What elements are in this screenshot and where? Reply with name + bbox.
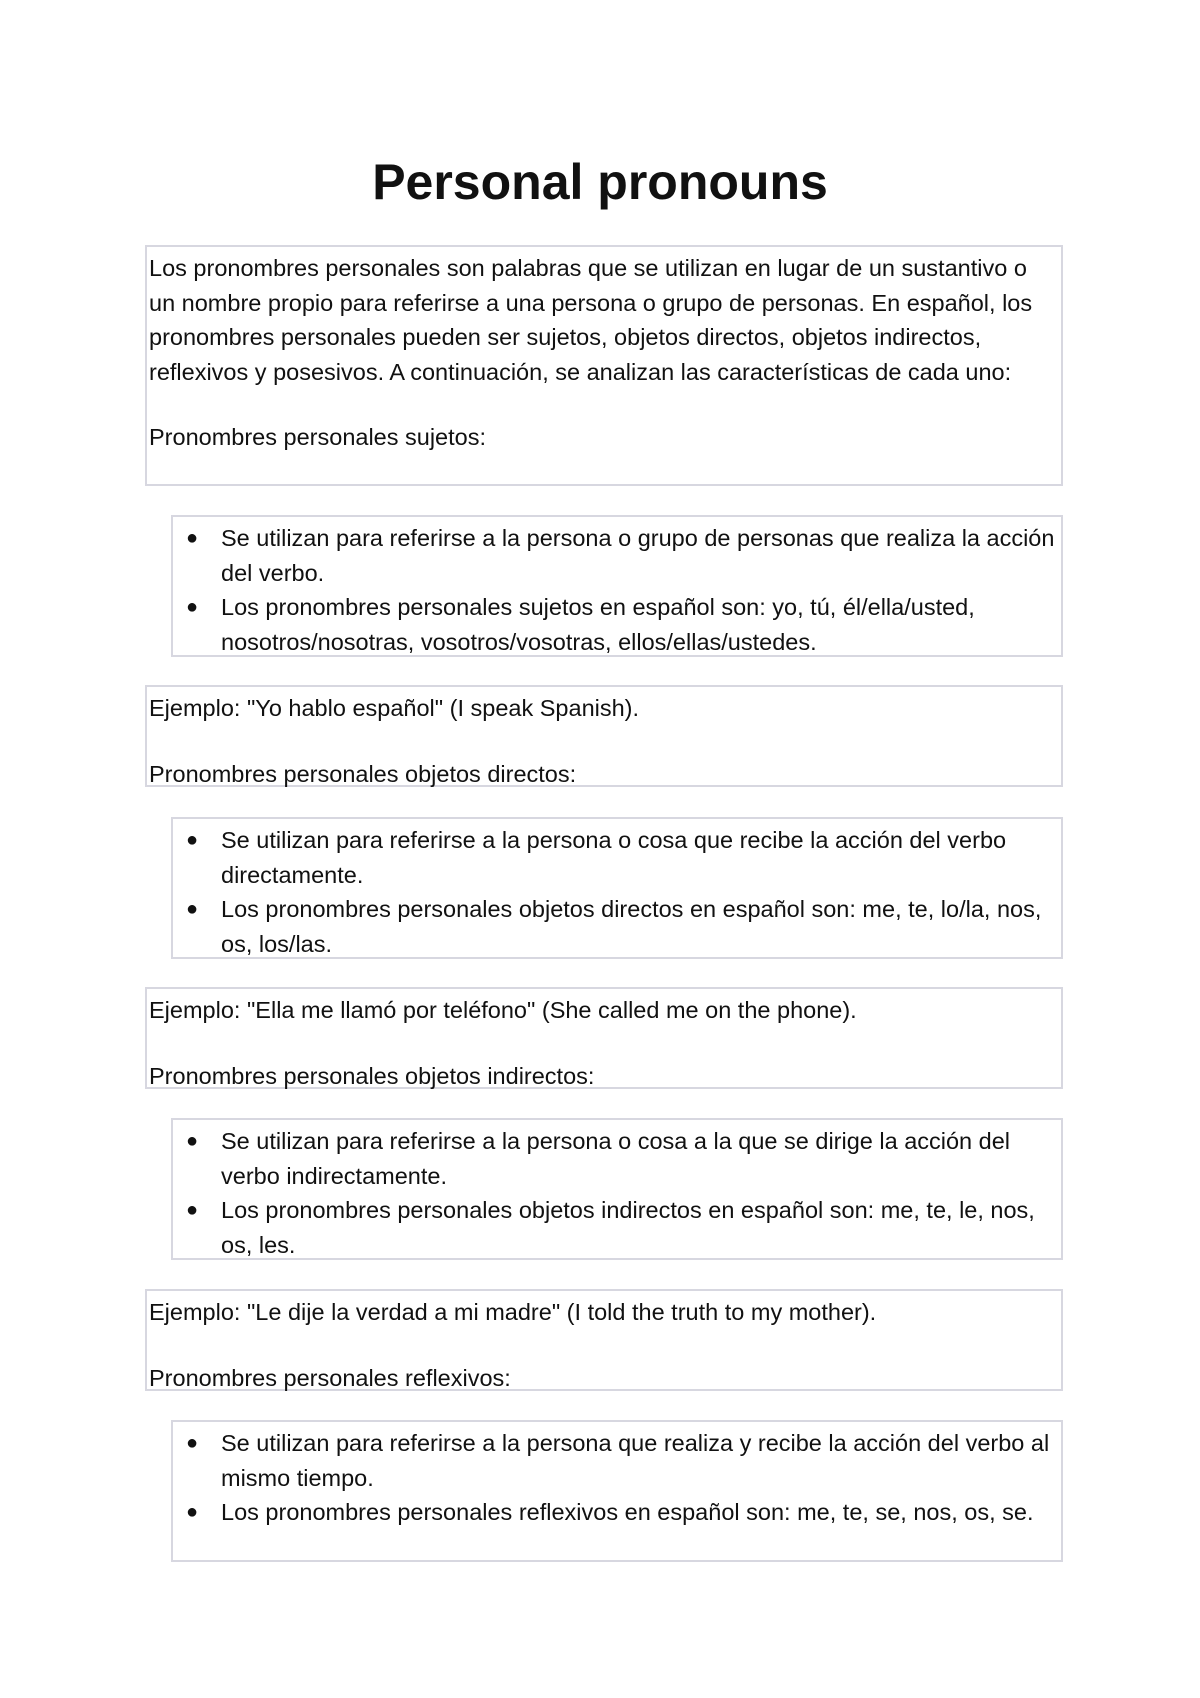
- list-item-text: Se utilizan para referirse a la persona que realiza y recibe la acción del verbo al mismo tiempo.: [221, 1430, 1050, 1491]
- reflexives-list-box: [171, 1420, 1063, 1562]
- example-box-indirect-objects: [145, 1289, 1063, 1391]
- direct-objects-list: [173, 823, 1057, 961]
- bullet-icon: ●: [186, 1501, 199, 1523]
- list-item: [173, 590, 1057, 659]
- list-item-text: Se utilizan para referirse a la persona o grupo de personas que realiza la acción del verbo.: [221, 525, 1055, 586]
- list-item: [173, 1495, 1057, 1530]
- reflexives-list: [173, 1426, 1057, 1530]
- list-item-text: Los pronombres personales reflexivos en español son: me, te, se, nos, os, se.: [221, 1499, 1034, 1525]
- page-title: Personal pronouns: [372, 154, 828, 210]
- direct-objects-list-box: [171, 817, 1063, 959]
- subjects-list: [173, 521, 1057, 659]
- list-item-text: Los pronombres personales objetos indirectos en español son: me, te, le, nos, os, les.: [221, 1197, 1035, 1258]
- intro-paragraph: Los pronombres personales son palabras que se utilizan en lugar de un sustantivo o un nombre propio para referirse a una persona o grupo de personas. En español, los pronombres personales pueden ser sujetos, objetos directos, objetos indirectos, reflexivos y posesivos. A continuación, se analizan las características de cada uno:: [149, 255, 1033, 385]
- list-item-text: Se utilizan para referirse a la persona o cosa a la que se dirige la acción del verbo indirectamente.: [221, 1128, 1011, 1189]
- example-box-direct-objects: [145, 987, 1063, 1089]
- list-item: [173, 823, 1057, 892]
- bullet-icon: ●: [186, 1130, 199, 1152]
- list-item: [173, 1193, 1057, 1262]
- example-text: Ejemplo: "Ella me llamó por teléfono" (She called me on the phone).: [149, 997, 857, 1023]
- bullet-icon: ●: [186, 898, 199, 920]
- indirect-objects-list: [173, 1124, 1057, 1262]
- list-item: [173, 892, 1057, 961]
- example-text: Ejemplo: "Le dije la verdad a mi madre" (I told the truth to my mother).: [149, 1299, 877, 1325]
- bullet-icon: ●: [186, 1199, 199, 1221]
- list-item: [173, 1426, 1057, 1495]
- bullet-icon: ●: [186, 596, 199, 618]
- bullet-icon: ●: [186, 527, 199, 549]
- indirect-objects-list-box: [171, 1118, 1063, 1260]
- example-text: Ejemplo: "Yo hablo español" (I speak Spanish).: [149, 695, 640, 721]
- bullet-icon: ●: [186, 829, 199, 851]
- list-item-text: Se utilizan para referirse a la persona o cosa que recibe la acción del verbo directamente.: [221, 827, 1007, 888]
- direct-objects-heading: Pronombres personales objetos directos:: [149, 760, 577, 787]
- bullet-icon: ●: [186, 1432, 199, 1454]
- indirect-objects-heading: Pronombres personales objetos indirectos:: [149, 1062, 595, 1089]
- list-item-text: Los pronombres personales objetos directos en español son: me, te, lo/la, nos, os, los/las.: [221, 896, 1042, 957]
- subjects-list-box: [171, 515, 1063, 657]
- example-box-subjects: [145, 685, 1063, 787]
- subjects-heading: Pronombres personales sujetos:: [149, 424, 487, 450]
- list-item: [173, 521, 1057, 590]
- list-item: [173, 1124, 1057, 1193]
- intro-box: [145, 245, 1063, 486]
- reflexives-heading: Pronombres personales reflexivos:: [149, 1364, 511, 1391]
- list-item-text: Los pronombres personales sujetos en español son: yo, tú, él/ella/usted, nosotros/nosotras, vosotros/vosotras, ellos/ellas/ustedes.: [221, 594, 975, 655]
